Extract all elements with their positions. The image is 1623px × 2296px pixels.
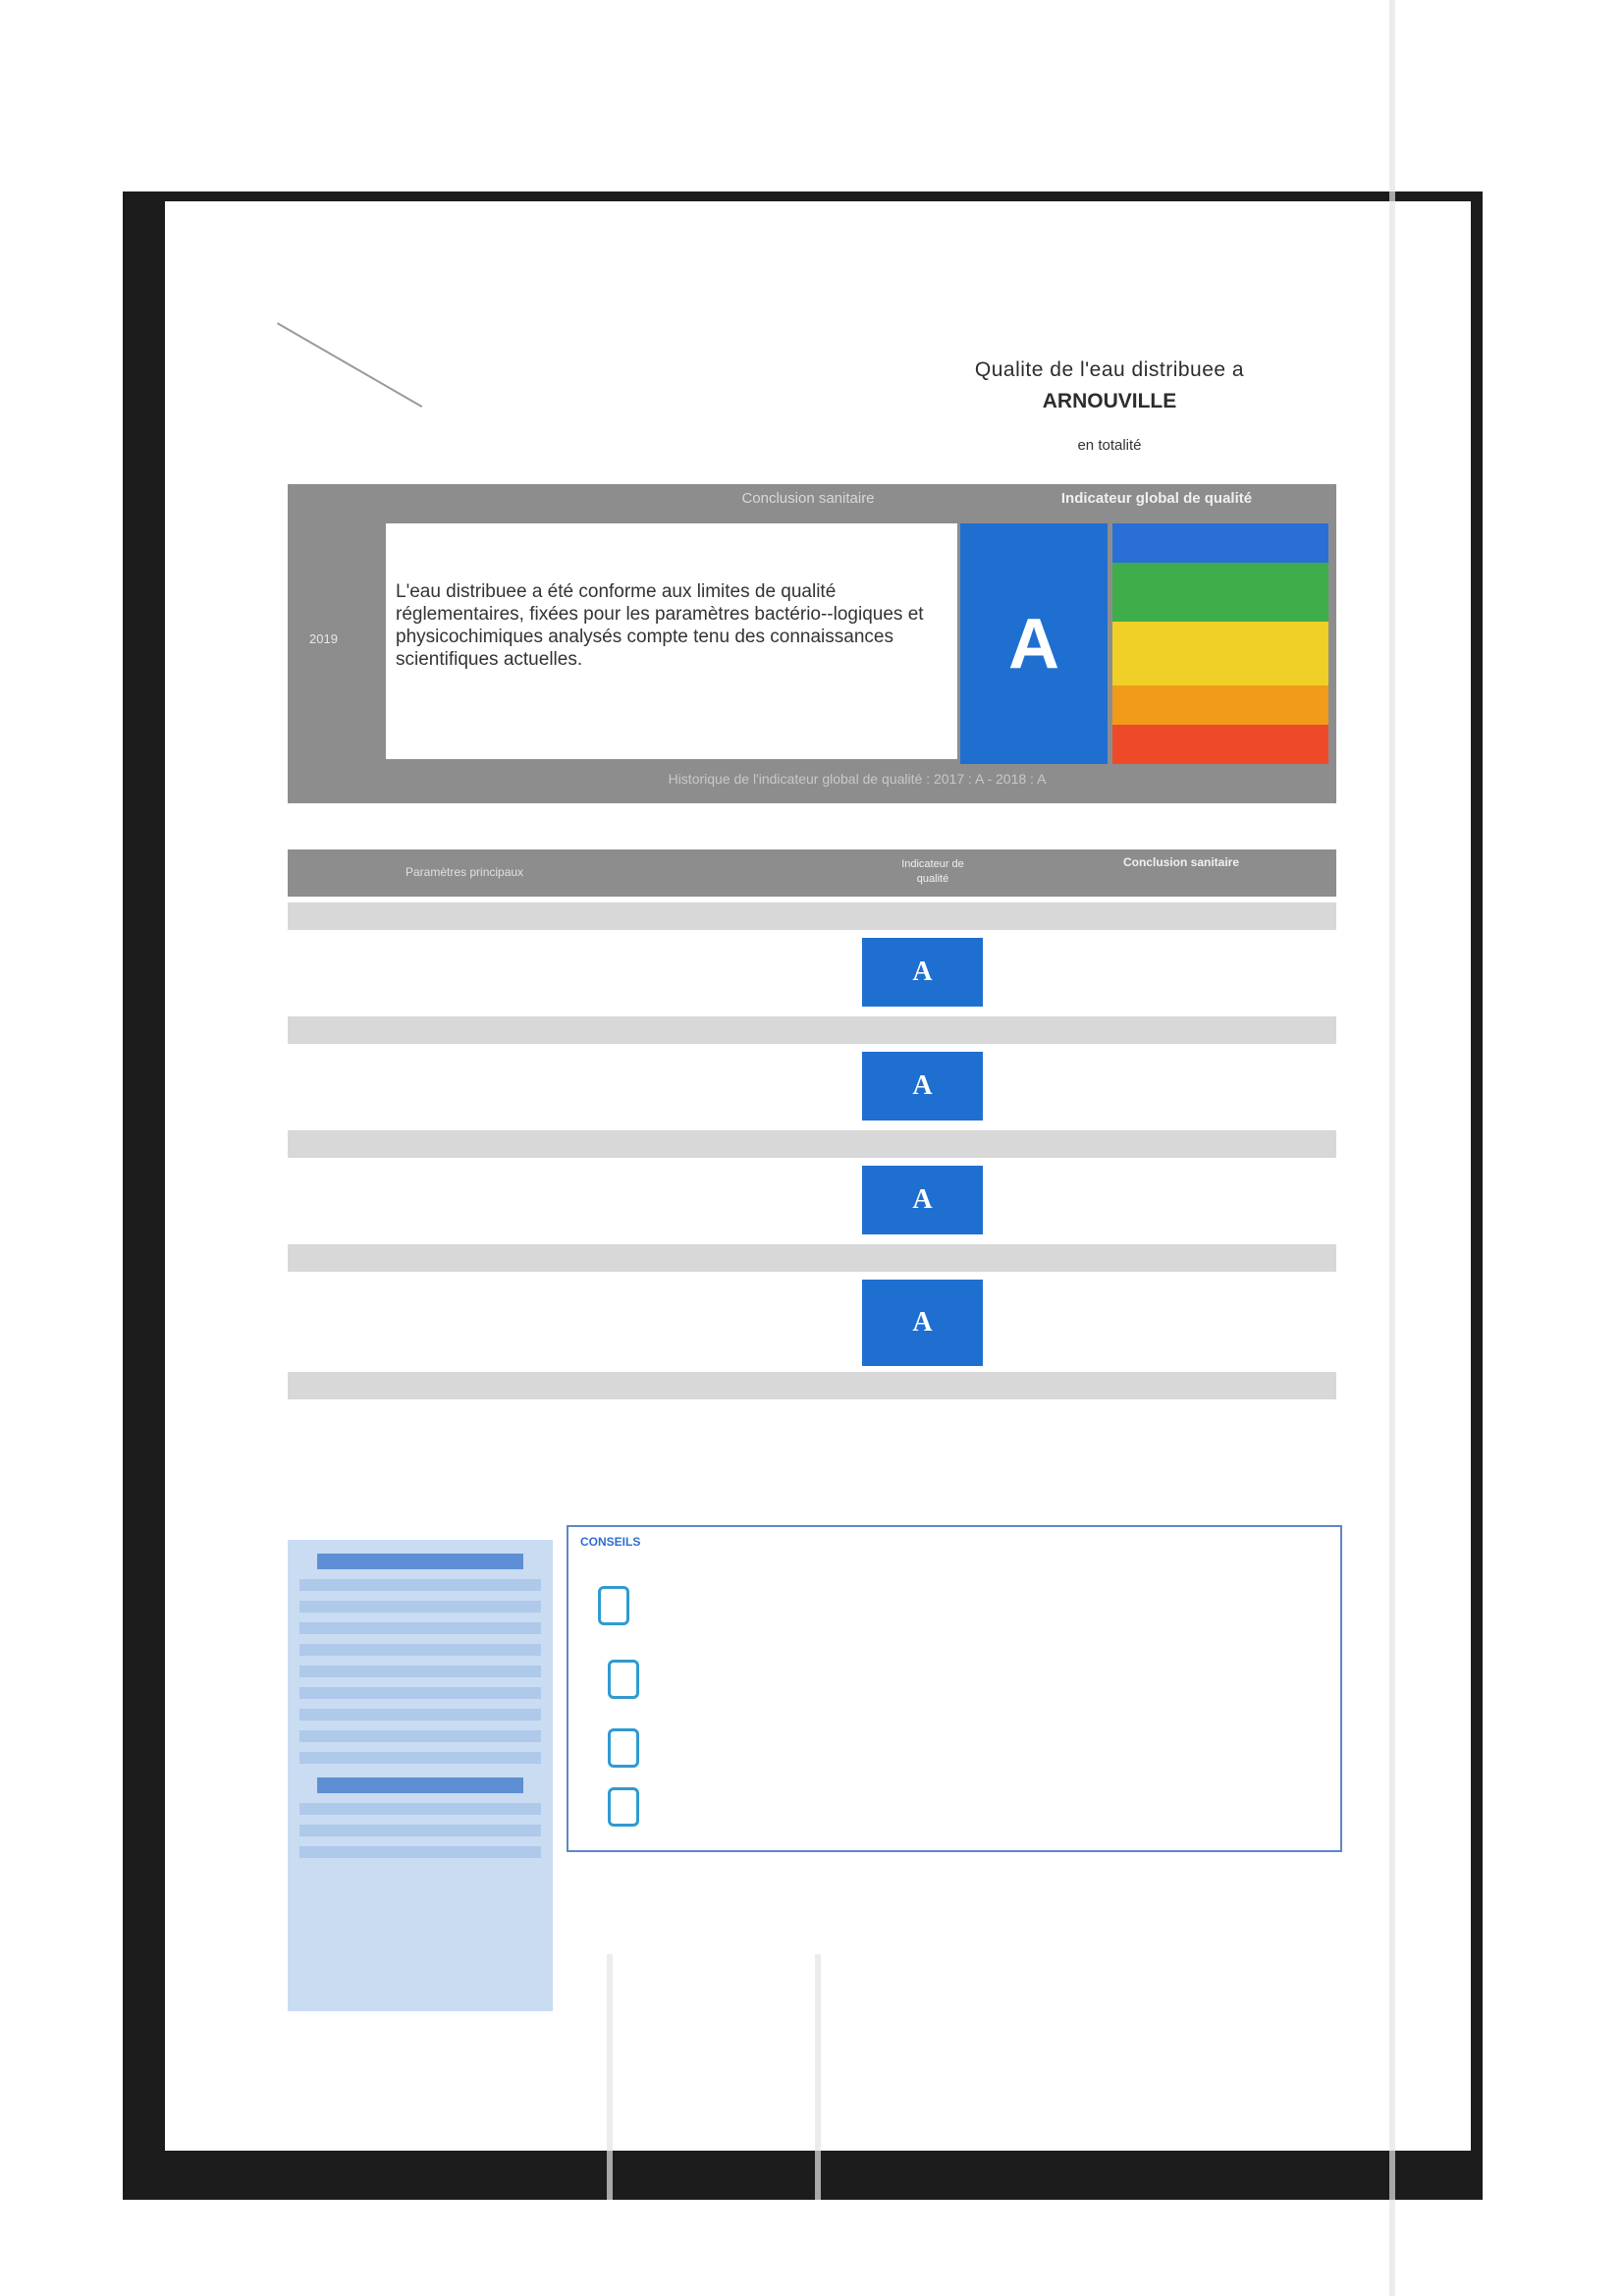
bottle-icon xyxy=(608,1728,639,1768)
conclusion-year: 2019 xyxy=(309,631,338,646)
scan-artifact-line xyxy=(1389,0,1395,2296)
row-grade: A xyxy=(862,938,983,1007)
water-softener-icon xyxy=(608,1660,639,1699)
table-row xyxy=(288,1272,1336,1366)
title-commune: ARNOUVILLE xyxy=(1042,390,1177,412)
row-grade: A xyxy=(862,1052,983,1121)
section-header xyxy=(288,1372,1336,1399)
table-row xyxy=(288,1399,1336,1458)
section-header xyxy=(288,1016,1336,1044)
row-grade: A xyxy=(862,1280,983,1366)
text-line xyxy=(299,1622,541,1634)
section-header xyxy=(288,902,1336,930)
document-title xyxy=(884,358,1335,454)
title-scope: en totalité xyxy=(1077,437,1142,454)
header-conclusion: Conclusion sanitaire xyxy=(1122,855,1240,869)
origin-title xyxy=(317,1554,523,1569)
control-title xyxy=(317,1777,523,1793)
scale-level-c xyxy=(1112,622,1328,685)
text-line xyxy=(299,1644,541,1656)
text-line xyxy=(299,1730,541,1742)
text-line xyxy=(299,1579,541,1591)
indicator-heading: Indicateur global de qualité xyxy=(1060,490,1253,507)
scale-level-a xyxy=(1112,523,1328,563)
conclusion-text: L'eau distribuee a été conforme aux limites de qualité réglementaires, fixées pour les paramètres bactério--logiques et physicochimiques analysés compte tenu des connaissances scientifiques actuelles. xyxy=(386,523,957,759)
advice-box xyxy=(567,1525,1342,1852)
table-header xyxy=(288,849,1336,897)
indicator-history: Historique de l'indicateur global de qualité : 2017 : A - 2018 : A xyxy=(668,771,1047,787)
title-line-1: Qualite de l'eau distribuee a xyxy=(974,358,1245,381)
advice-title: CONSEILS xyxy=(580,1535,641,1549)
conclusion-heading: Conclusion sanitaire xyxy=(741,490,875,507)
parameters-table xyxy=(288,849,1336,1458)
text-line xyxy=(299,1601,541,1613)
scan-artifact-line xyxy=(815,1954,821,2200)
table-row xyxy=(288,1158,1336,1238)
scale-level-b xyxy=(1112,563,1328,622)
table-row xyxy=(288,1044,1336,1124)
quality-scale xyxy=(1112,523,1328,764)
header-parameters: Paramètres principaux xyxy=(406,865,524,879)
text-line xyxy=(299,1666,541,1677)
scale-level-e xyxy=(1112,725,1328,764)
text-line xyxy=(299,1752,541,1764)
row-grade: A xyxy=(862,1166,983,1234)
text-line xyxy=(299,1846,541,1858)
header-indicator: Indicateur de qualité xyxy=(901,858,964,885)
section-header xyxy=(288,1130,1336,1158)
text-line xyxy=(299,1709,541,1721)
scan-artifact-line xyxy=(607,1954,613,2200)
text-line xyxy=(299,1825,541,1836)
conclusion-panel xyxy=(288,484,1336,803)
text-line xyxy=(299,1803,541,1815)
section-header xyxy=(288,1244,1336,1272)
scale-level-d xyxy=(1112,685,1328,725)
faucet-icon xyxy=(598,1586,629,1625)
jug-icon xyxy=(608,1787,639,1827)
origin-sidebar xyxy=(288,1540,553,2011)
table-row xyxy=(288,930,1336,1011)
text-line xyxy=(299,1687,541,1699)
global-grade: A xyxy=(960,523,1108,764)
